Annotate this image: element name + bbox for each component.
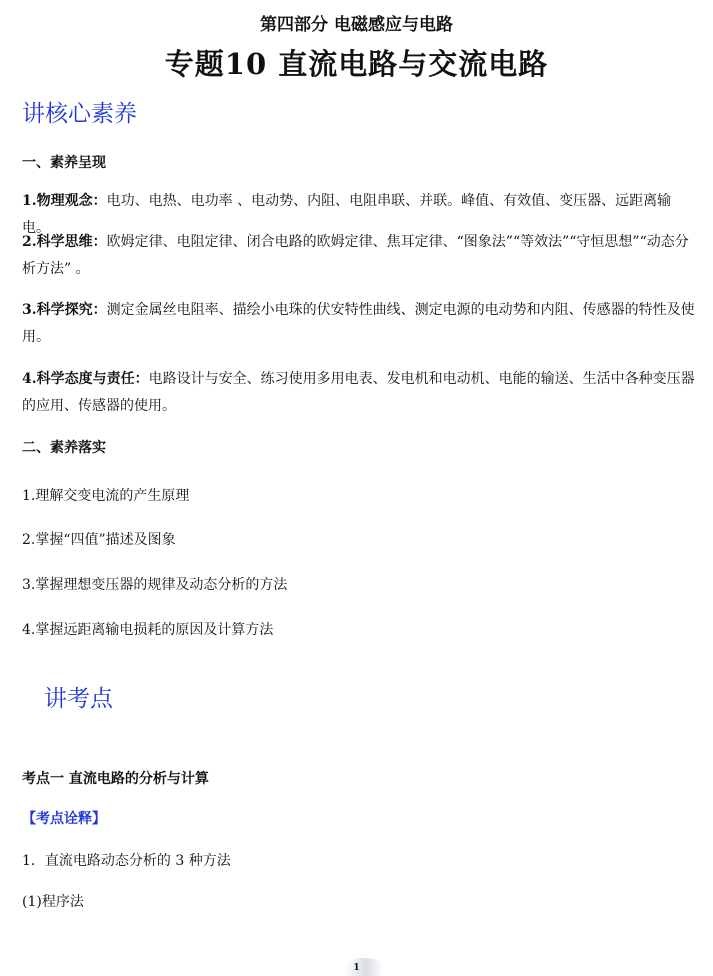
- paragraph-scientific-attitude: [22, 366, 698, 420]
- topic-heading: 考点一 直流电路的分析与计算: [22, 771, 209, 787]
- section-heading-exam: 讲考点: [44, 686, 113, 712]
- page-title: 专题10 直流电路与交流电路: [164, 47, 549, 81]
- explanation-tag: 【考点诠释】: [22, 811, 106, 827]
- part-heading: 第四部分 电磁感应与电路: [260, 15, 453, 35]
- page-number: 1: [353, 963, 360, 973]
- method-heading: 1．直流电路动态分析的 3 种方法: [22, 853, 231, 869]
- paragraph-text: 欧姆定律、电阻定律、闭合电路的欧姆定律、焦耳定律、“图象法”“等效法”“守恒思想”“动态分析方法” 。: [22, 234, 689, 277]
- method-item: (1)程序法: [22, 894, 84, 910]
- paragraph-text: 测定金属丝电阻率、描绘小电珠的伏安特性曲线、测定电源的电动势和内阻、传感器的特性及使用。: [22, 302, 695, 345]
- list-item: 4.掌握远距离输电损耗的原因及计算方法: [22, 622, 274, 638]
- paragraph-scientific-inquiry: [22, 297, 698, 351]
- paragraph-scientific-thinking: [22, 229, 698, 283]
- paragraph-label: 3.科学探究：: [22, 302, 107, 318]
- paragraph-text: 电功、电热、电功率 、电动势、内阻、电阻串联、并联。峰值、有效值、变压器、远距离输电。: [22, 193, 672, 236]
- subsection-heading-presentation: 一、素养呈现: [22, 155, 106, 171]
- paragraph-label: 4.科学态度与责任：: [22, 371, 149, 387]
- subsection-heading-implementation: 二、素养落实: [22, 440, 106, 456]
- list-item: 3.掌握理想变压器的规律及动态分析的方法: [22, 577, 288, 593]
- paragraph-label: 2.科学思维：: [22, 234, 107, 250]
- paragraph-text: 电路设计与安全、练习使用多用电表、发电机和电动机、电能的输送、生活中各种变压器的应用、传感器的使用。: [22, 371, 695, 414]
- section-heading-core: 讲核心素养: [22, 101, 137, 127]
- list-item: 1.理解交变电流的产生原理: [22, 488, 190, 504]
- paragraph-label: 1.物理观念：: [22, 193, 107, 209]
- list-item: 2.掌握“四值”描述及图象: [22, 532, 176, 548]
